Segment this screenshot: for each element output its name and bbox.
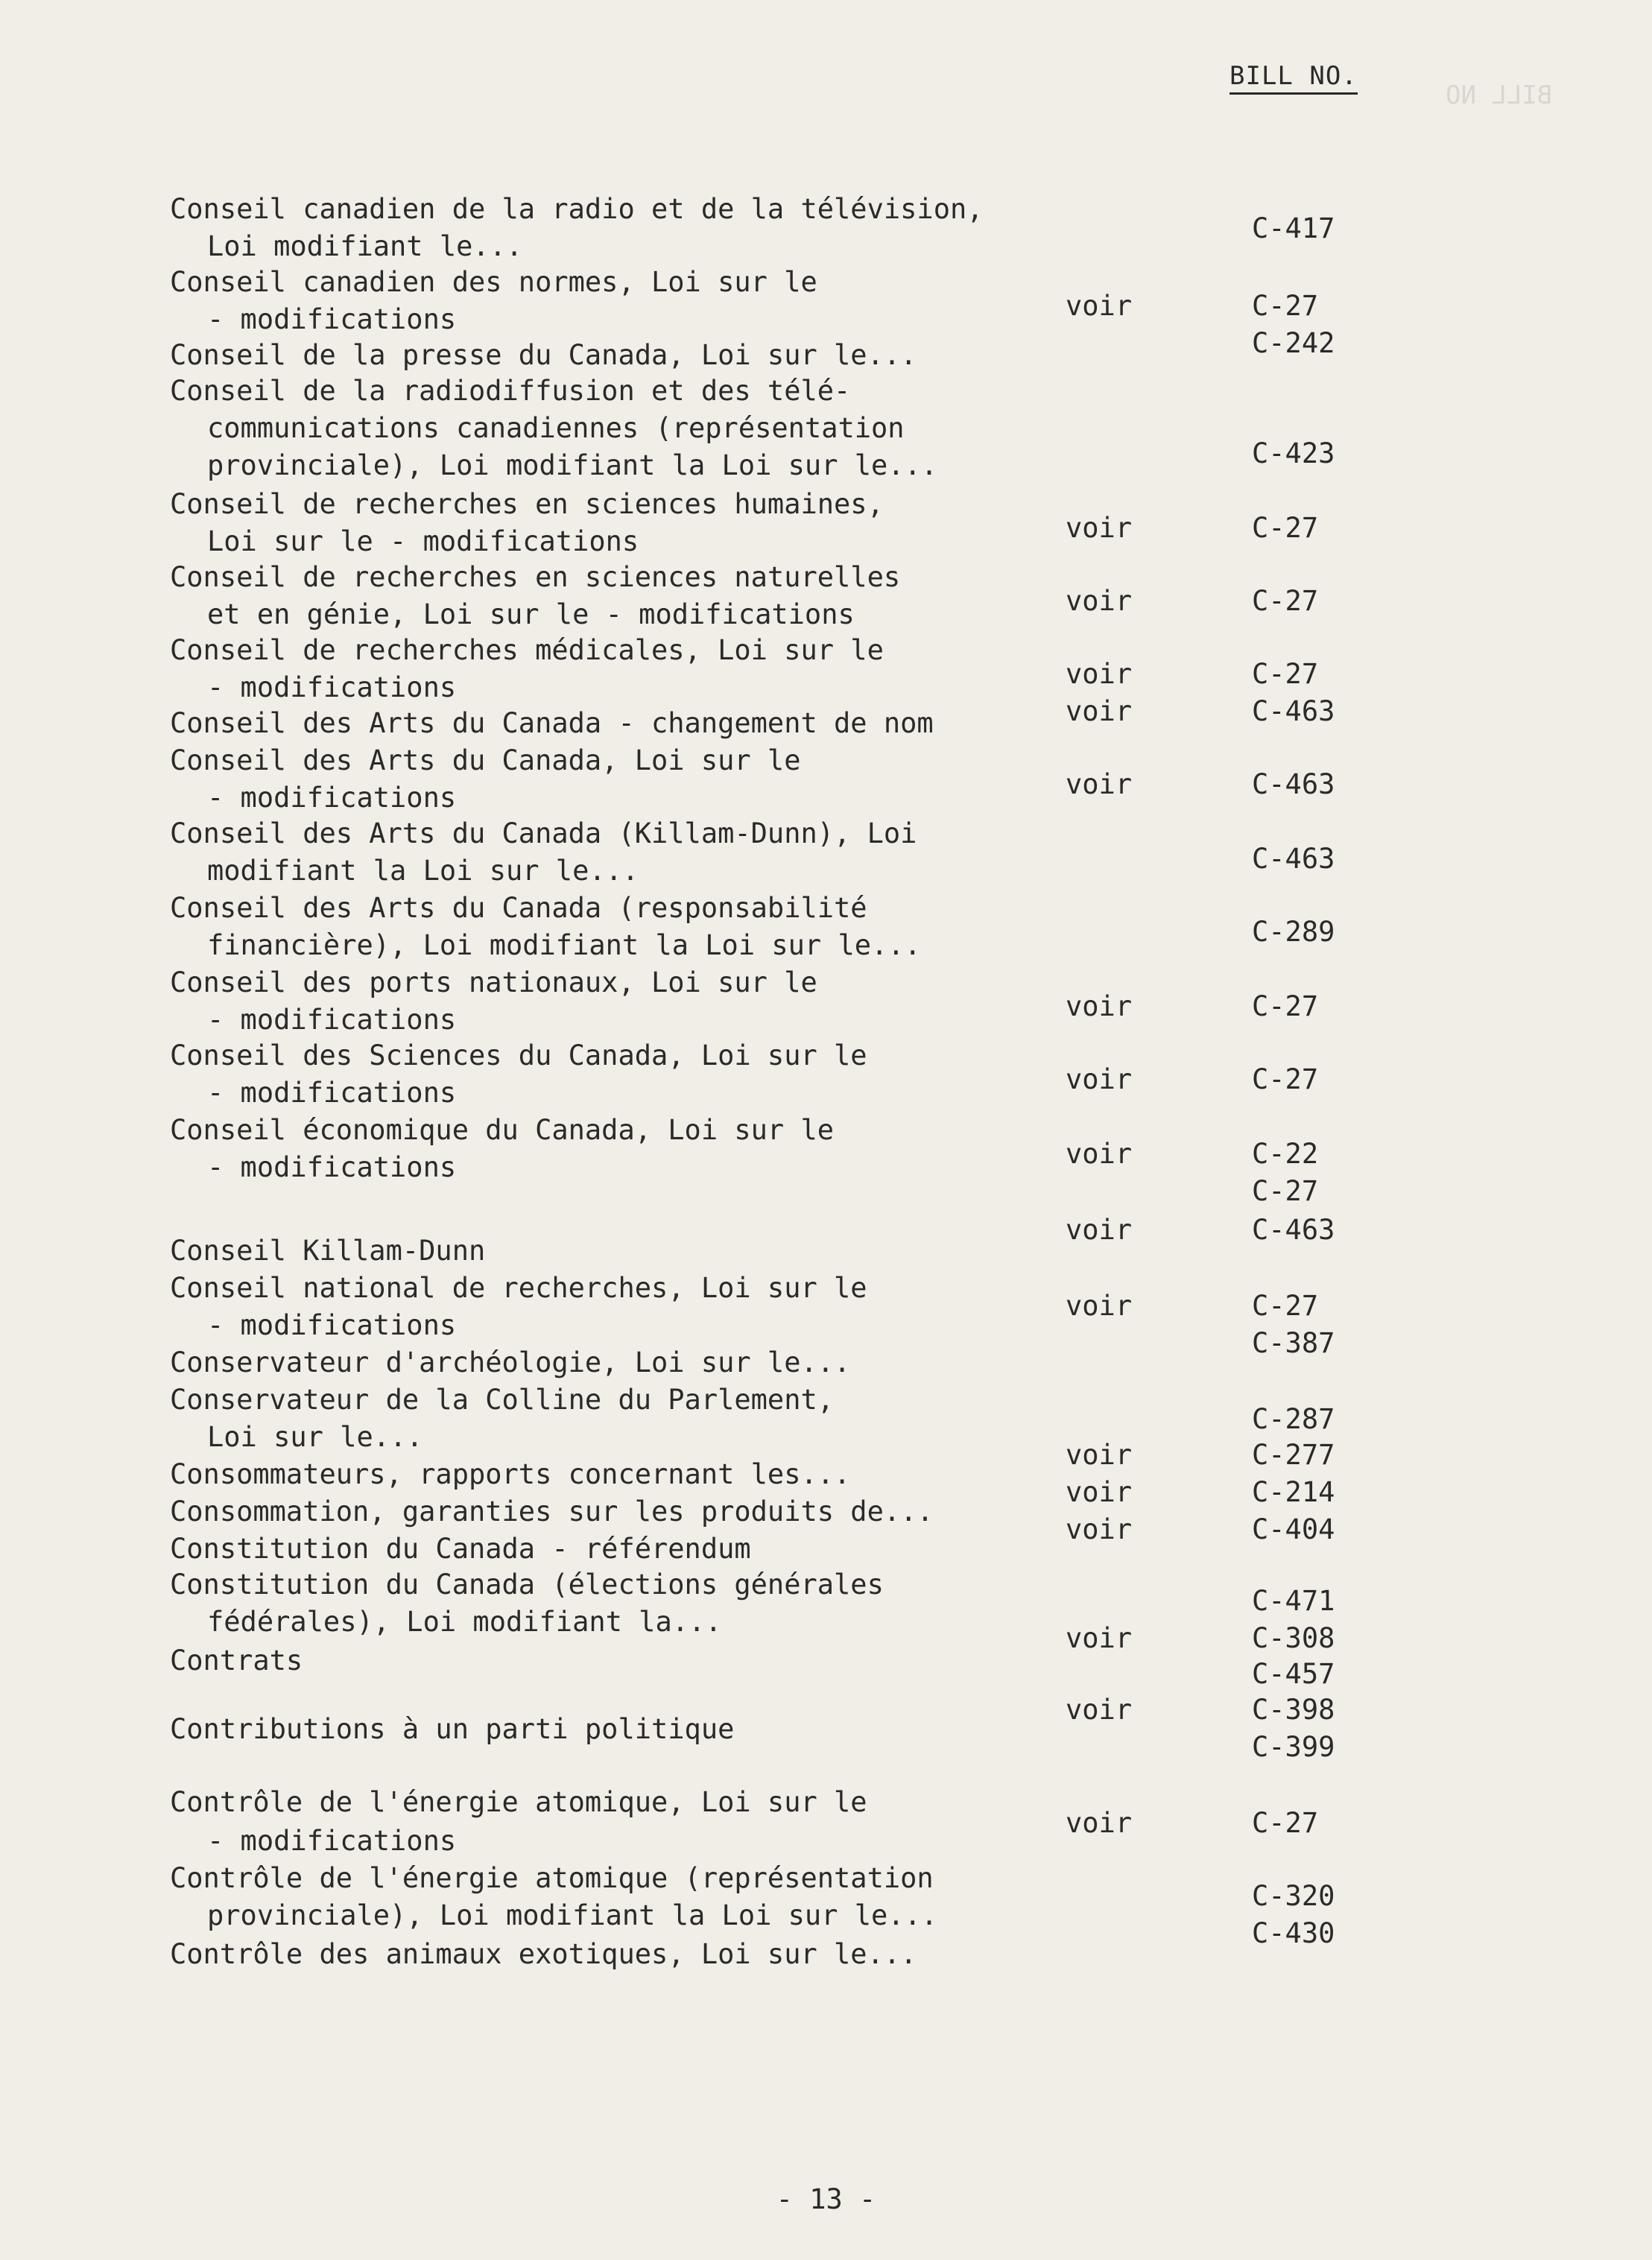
entry-continuation: et en génie, Loi sur le - modifications [207, 598, 855, 630]
entry-continuation: financière), Loi modifiant la Loi sur le... [207, 929, 921, 961]
entry-title: Conseil canadien de la radio et de la télévision, [170, 193, 984, 225]
entry-title: Constitution du Canada - référendum [170, 1533, 751, 1565]
entry-continuation: - modifications [207, 1309, 457, 1341]
entry-continuation: - modifications [207, 1004, 457, 1036]
bill-number: C-27 [1252, 1175, 1319, 1207]
voir-label: voir [1066, 585, 1133, 617]
bill-number: C-457 [1252, 1658, 1335, 1690]
entry-title: Contributions à un parti politique [170, 1713, 735, 1745]
bill-number: C-22 [1252, 1138, 1319, 1170]
bill-number: C-471 [1252, 1585, 1335, 1617]
entry-continuation: communications canadiennes (représentation [207, 412, 905, 444]
voir-label: voir [1066, 290, 1133, 322]
voir-label: voir [1066, 1439, 1133, 1471]
entry-title: Constitution du Canada (élections générales [170, 1569, 884, 1601]
entry-title: Conseil de recherches en sciences humaines, [170, 488, 884, 520]
bill-number: C-308 [1252, 1622, 1335, 1654]
bill-number: C-27 [1252, 512, 1319, 544]
entry-title: Conseil des ports nationaux, Loi sur le [170, 966, 817, 998]
voir-label: voir [1066, 658, 1133, 690]
bill-number: C-27 [1252, 658, 1319, 690]
bill-number: C-287 [1252, 1403, 1335, 1435]
entry-title: Conseil national de recherches, Loi sur le [170, 1272, 867, 1304]
voir-label: voir [1066, 1290, 1133, 1322]
voir-label: voir [1066, 1622, 1133, 1654]
entry-title: Contrôle de l'énergie atomique (représentation [170, 1862, 934, 1894]
entry-continuation: fédérales), Loi modifiant la... [207, 1606, 722, 1638]
entry-title: Conseil des Arts du Canada - changement de nom [170, 707, 934, 739]
bill-number: C-27 [1252, 1063, 1319, 1095]
entry-title: Consommateurs, rapports concernant les... [170, 1458, 851, 1490]
entry-title: Contrats [170, 1645, 303, 1677]
entry-title: Conseil de recherches en sciences naturelles [170, 561, 901, 593]
voir-label: voir [1066, 512, 1133, 544]
entry-title: Contrôle des animaux exotiques, Loi sur le... [170, 1938, 917, 1970]
bill-number: C-27 [1252, 585, 1319, 617]
entry-title: Conseil des Sciences du Canada, Loi sur le [170, 1039, 867, 1072]
entry-continuation: Loi modifiant le... [207, 230, 523, 262]
bill-number: C-417 [1252, 212, 1335, 244]
bill-number: C-27 [1252, 990, 1319, 1022]
entry-title: Conseil Killam-Dunn [170, 1235, 486, 1267]
entry-title: Conseil des Arts du Canada (responsabilité [170, 892, 867, 924]
bill-number: C-387 [1252, 1327, 1335, 1359]
bill-number: C-320 [1252, 1880, 1335, 1912]
bill-number: C-463 [1252, 695, 1335, 727]
voir-label: voir [1066, 1807, 1133, 1839]
voir-label: voir [1066, 990, 1133, 1022]
bill-number: C-214 [1252, 1476, 1335, 1508]
voir-label: voir [1066, 1694, 1133, 1726]
bill-number: C-242 [1252, 327, 1335, 359]
entry-continuation: - modifications [207, 671, 457, 703]
voir-label: voir [1066, 1138, 1133, 1170]
entry-continuation: - modifications [207, 1825, 457, 1857]
entry-title: Conseil de recherches médicales, Loi sur le [170, 634, 884, 666]
bill-number: C-27 [1252, 290, 1319, 322]
voir-label: voir [1066, 1513, 1133, 1545]
page-number: - 13 - [776, 2183, 876, 2215]
bill-number: C-289 [1252, 916, 1335, 948]
entry-title: Conseil des Arts du Canada, Loi sur le [170, 744, 801, 776]
entry-continuation: - modifications [207, 303, 457, 335]
entry-title: Conseil de la radiodiffusion et des télé- [170, 375, 851, 407]
voir-label: voir [1066, 1214, 1133, 1246]
entry-title: Conseil de la presse du Canada, Loi sur le... [170, 339, 917, 371]
entry-title: Conseil économique du Canada, Loi sur le [170, 1114, 835, 1146]
bill-number: C-430 [1252, 1917, 1335, 1949]
bill-number: C-423 [1252, 437, 1335, 469]
bill-number: C-398 [1252, 1694, 1335, 1726]
voir-label: voir [1066, 695, 1133, 727]
bill-number: C-404 [1252, 1513, 1335, 1545]
entry-title: Conseil des Arts du Canada (Killam-Dunn), Loi [170, 817, 917, 849]
entry-title: Conservateur d'archéologie, Loi sur le... [170, 1346, 851, 1379]
voir-label: voir [1066, 1063, 1133, 1095]
entry-title: Contrôle de l'énergie atomique, Loi sur le [170, 1786, 867, 1818]
entry-continuation: - modifications [207, 1151, 457, 1183]
entry-title: Conseil canadien des normes, Loi sur le [170, 266, 817, 298]
bill-number: C-463 [1252, 1214, 1335, 1246]
entry-continuation: - modifications [207, 782, 457, 814]
bill-number: C-27 [1252, 1807, 1319, 1839]
bleed-through-text: BILL NO [1446, 80, 1553, 110]
entry-continuation: provinciale), Loi modifiant la Loi sur le... [207, 1899, 938, 1931]
bill-number: C-277 [1252, 1439, 1335, 1471]
entry-continuation: - modifications [207, 1077, 457, 1109]
bill-number: C-399 [1252, 1731, 1335, 1763]
bill-number: C-463 [1252, 843, 1335, 875]
entry-continuation: Loi sur le - modifications [207, 525, 639, 557]
bill-number: C-463 [1252, 768, 1335, 800]
entry-title: Consommation, garanties sur les produits de... [170, 1495, 934, 1528]
voir-label: voir [1066, 768, 1133, 800]
entry-continuation: provinciale), Loi modifiant la Loi sur le... [207, 449, 938, 481]
bill-number: C-27 [1252, 1290, 1319, 1322]
entry-continuation: Loi sur le... [207, 1421, 423, 1453]
entry-title: Conservateur de la Colline du Parlement, [170, 1384, 835, 1416]
entry-continuation: modifiant la Loi sur le... [207, 855, 639, 887]
bill-no-header: BILL NO. [1229, 61, 1358, 95]
voir-label: voir [1066, 1476, 1133, 1508]
